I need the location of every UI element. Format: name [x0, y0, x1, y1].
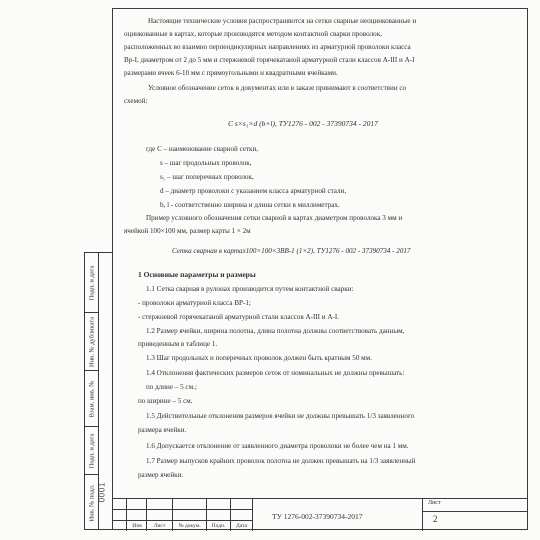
- item-1-7: 1.7 Размер выпусков крайних проволок полотна не должен превышать на 1/3 заявленный: [146, 457, 416, 465]
- side-label-sign-date: Подп. и дата: [88, 265, 95, 300]
- legend-line-1: где С – наименование сварной сетки,: [146, 145, 259, 153]
- tb-label-date: Дата: [236, 523, 247, 529]
- side-label-sign-date-2: Подп. и дата: [88, 433, 95, 468]
- designation-line-1: Условное обозначение сеток в документах или в заказе принимают в соответствии со: [148, 84, 407, 92]
- intro-line-2: оцинкованные в картах, которые производятся методом контактной сварки проволок,: [124, 30, 382, 38]
- intro-line-4: Вр-I, диаметром от 2 до 5 мм и стержневой горячекатаной арматурной стали классов А-III и А-I: [124, 56, 415, 64]
- side-cell-3: [85, 371, 98, 427]
- tb-label-sheet: Лист: [153, 523, 166, 529]
- legend-line-5: b, l - соответственно ширина и длина сетки в миллиметрах.: [160, 201, 340, 209]
- item-1-7-cont: размер ячейки.: [138, 471, 184, 479]
- section-title: 1 Основные параметры и размеры: [138, 270, 256, 279]
- item-1-2: 1.2 Размер ячейки, ширина полотна, длина полотна должны соответствовать данным,: [146, 327, 405, 335]
- item-1-1-a: - проволоки арматурной класса ВР-1;: [138, 299, 251, 307]
- item-1-3: 1.3 Шаг продольных и поперечных проволок должен быть кратным 50 мм.: [146, 354, 372, 362]
- tb-label-doc-no: № докум.: [178, 523, 201, 529]
- sheet-number: 2: [433, 514, 438, 524]
- item-1-2-cont: приведенным в таблице 1.: [138, 340, 218, 348]
- example-line-1: Пример условного обозначения сетки сварной в картах диаметром проволока 3 мм и: [146, 214, 403, 222]
- tb-label-change: Изм: [132, 523, 142, 529]
- item-1-4-length: по длине – 5 см.;: [146, 383, 197, 391]
- sheet-label: Лист: [428, 500, 441, 506]
- legend-line-4: d – диаметр проволоки с указанием класса арматурной стали,: [160, 187, 347, 195]
- item-1-4-width: по ширине – 5 см.: [138, 397, 193, 405]
- side-label-original-no: Инв. № подл.: [88, 484, 95, 522]
- designation-line-2: схемой:: [124, 97, 148, 105]
- document-code: ТУ 1276-002-37390734-2017: [272, 512, 363, 521]
- side-cell-2: [85, 313, 98, 371]
- handwritten-inventory-number: 0001: [97, 482, 107, 503]
- item-1-1-b: - стержневой горячекатаной арматурной стали классов А-III и А-I.: [138, 313, 340, 321]
- designation-formula: С s×s₁×d (b×l), ТУ1276 - 002 - 37390734 - 2017: [228, 119, 378, 128]
- tb-label-signature: Подп.: [211, 523, 226, 529]
- side-cell-1: [85, 253, 98, 313]
- intro-line-1: Настоящие технические условия распространяются на сетки сварные неоцинкованные и: [148, 17, 417, 25]
- intro-line-5: размерами ячеек 6-10 мм с прямоугольными и квадратными ячейками.: [124, 69, 338, 77]
- item-1-5-cont: размера ячейки.: [138, 426, 187, 434]
- intro-line-3: расположенных во взаимно перпендикулярных направлениях из арматурной проволоки класса: [124, 43, 411, 51]
- item-1-4: 1.4 Отклонения фактических размеров сеток от номинальных не должны превышать:: [146, 369, 405, 377]
- side-label-duplicate-no: Инв. № дубликата: [88, 316, 95, 367]
- side-cell-4: [85, 427, 98, 475]
- item-1-1: 1.1 Сетка сварная в рулонах производится путем контактной сварки:: [146, 285, 354, 293]
- example-line-2: ячейкой 100×100 мм, размер карты 1 × 2м: [124, 227, 251, 235]
- side-cell-5: [85, 475, 98, 531]
- item-1-5: 1.5 Действительные отклонения размеров ячейки не должны превышать 1/3 заявленного: [146, 412, 415, 420]
- legend-line-2: s – шаг продольных проволок,: [160, 159, 252, 167]
- legend-line-3: s₁ – шаг поперечных проволок,: [160, 173, 254, 181]
- item-1-6: 1.6 Допускается отклонение от заявленного диаметра проволоки не более чем на 1 мм.: [146, 442, 409, 450]
- side-label-replace-no: Взам. инв. №: [88, 380, 95, 417]
- example-formula: Сетка сварная в картах100×100×3ВВ-1 (1×2), ТУ1276 - 002 - 37390734 - 2017: [172, 247, 411, 255]
